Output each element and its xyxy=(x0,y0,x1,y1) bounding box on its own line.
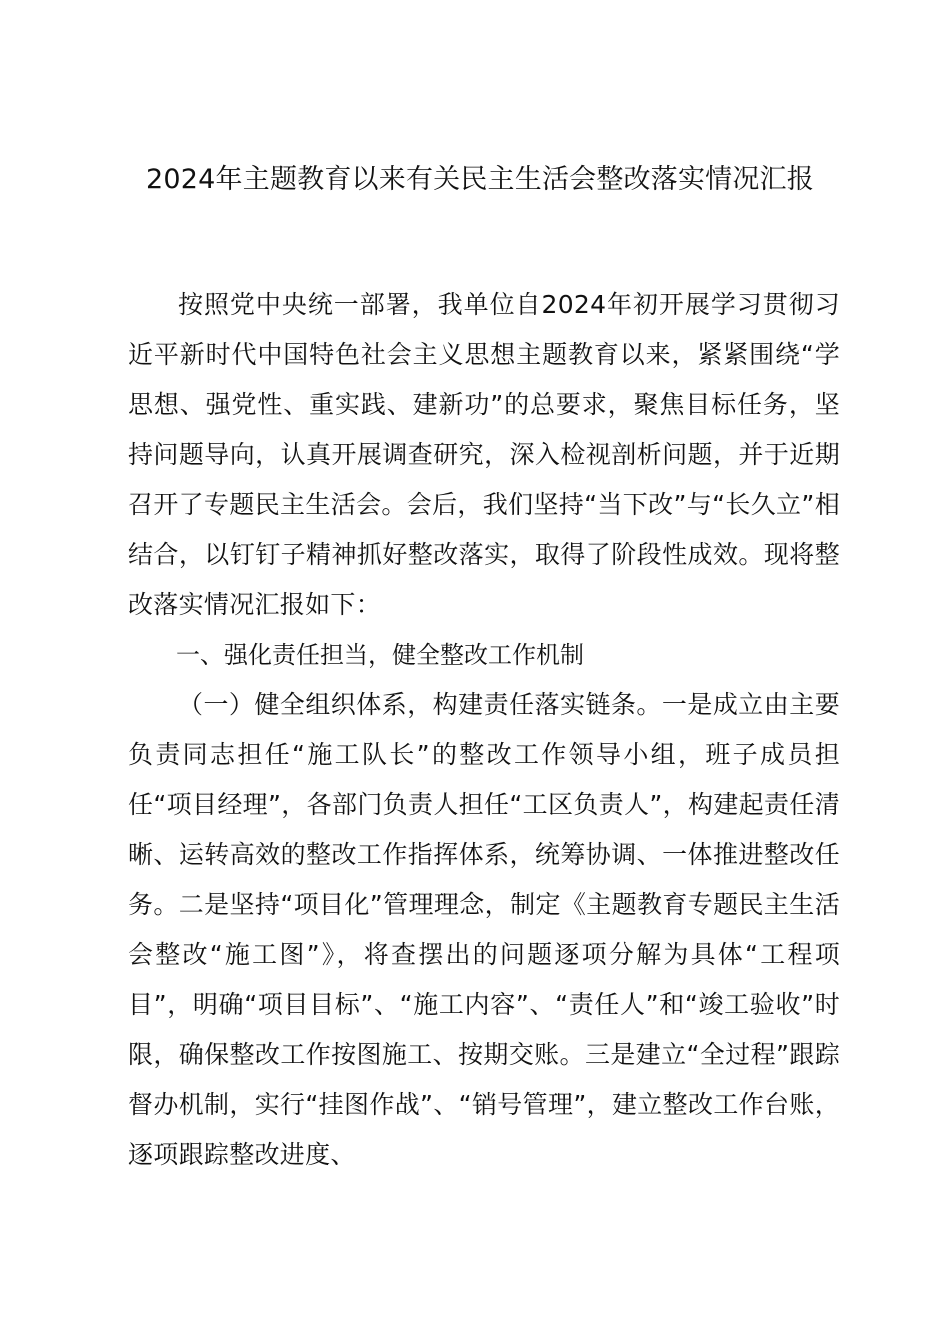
intro-paragraph: 按照党中央统一部署，我单位自2024年初开展学习贯彻习近平新时代中国特色社会主义思想主题教育以来，紧紧围绕“学思想、强党性、重实践、建新功”的总要求，聚焦目标任务，坚持问题导向，认真开展调查研究，深入检视剖析问题，并于近期召开了专题民主生活会。会后，我们坚持“当下改”与“长久立”相结合，以钉钉子精神抓好整改落实，取得了阶段性成效。现将整改落实情况汇报如下： xyxy=(128,290,840,619)
document-title: 2024年主题教育以来有关民主生活会整改落实情况汇报 xyxy=(146,164,814,195)
section-heading: 一、强化责任担当，健全整改工作机制 xyxy=(176,641,584,669)
section-paragraph: （一）健全组织体系，构建责任落实链条。一是成立由主要负责同志担任“施工队长”的整改工作领导小组，班子成员担任“项目经理”，各部门负责人担任“工区负责人”，构建起责任清晰、运转高效的整改工作指挥体系，统筹协调、一体推进整改任务。二是坚持“项目化”管理理念，制定《主题教育专题民主生活会整改“施工图”》，将查摆出的问题逐项分解为具体“工程项目”，明确“项目目标”、“施工内容”、“责任人”和“竣工验收”时限，确保整改工作按图施工、按期交账。三是建立“全过程”跟踪督办机制，实行“挂图作战”、“销号管理”，建立整改工作台账，逐项跟踪整改进度、 xyxy=(128,690,840,1169)
document-body xyxy=(128,280,840,1180)
